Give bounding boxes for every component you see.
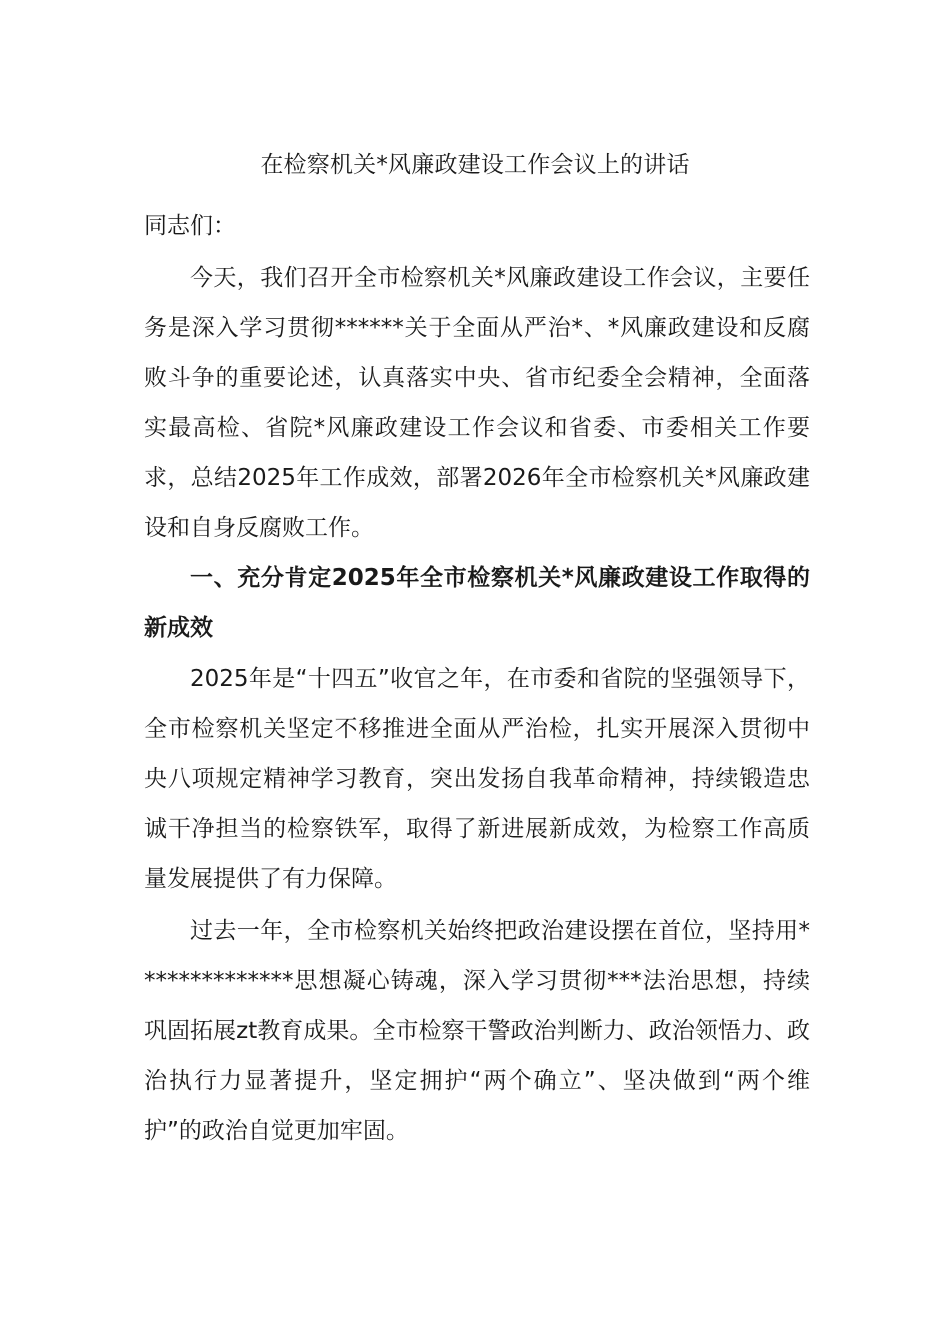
paragraph-achievements: 2025年是“十四五”收官之年，在市委和省院的坚强领导下，全市检察机关坚定不移推进全面从严治检，扎实开展深入贯彻中央八项规定精神学习教育，突出发扬自我革命精神，持续锻造忠诚干净担当的检察铁军，取得了新进展新成效，为检察工作高质量发展提供了有力保障。	[144, 666, 810, 892]
greeting: 同志们：	[144, 213, 236, 239]
section-heading: 一、充分肯定2025年全市检察机关*风廉政建设工作取得的新成效	[144, 565, 810, 641]
paragraph-political-building: 过去一年，全市检察机关始终把政治建设摆在首位，坚持用**************思想凝心铸魂，深入学习贯彻***法治思想，持续巩固拓展zt教育成果。全市检察干警政治判断力、政治领悟力、政治执行力显著提升，坚定拥护“两个确立”、坚决做到“两个维护”的政治自觉更加牢固。	[144, 918, 810, 1144]
paragraph-intro: 今天，我们召开全市检察机关*风廉政建设工作会议，主要任务是深入学习贯彻******关于全面从严治*、*风廉政建设和反腐败斗争的重要论述，认真落实中央、省市纪委全会精神，全面落实最高检、省院*风廉政建设工作会议和省委、市委相关工作要求，总结2025年工作成效，部署2026年全市检察机关*风廉政建设和自身反腐败工作。	[144, 265, 810, 541]
document-title: 在检察机关*风廉政建设工作会议上的讲话	[260, 152, 690, 178]
